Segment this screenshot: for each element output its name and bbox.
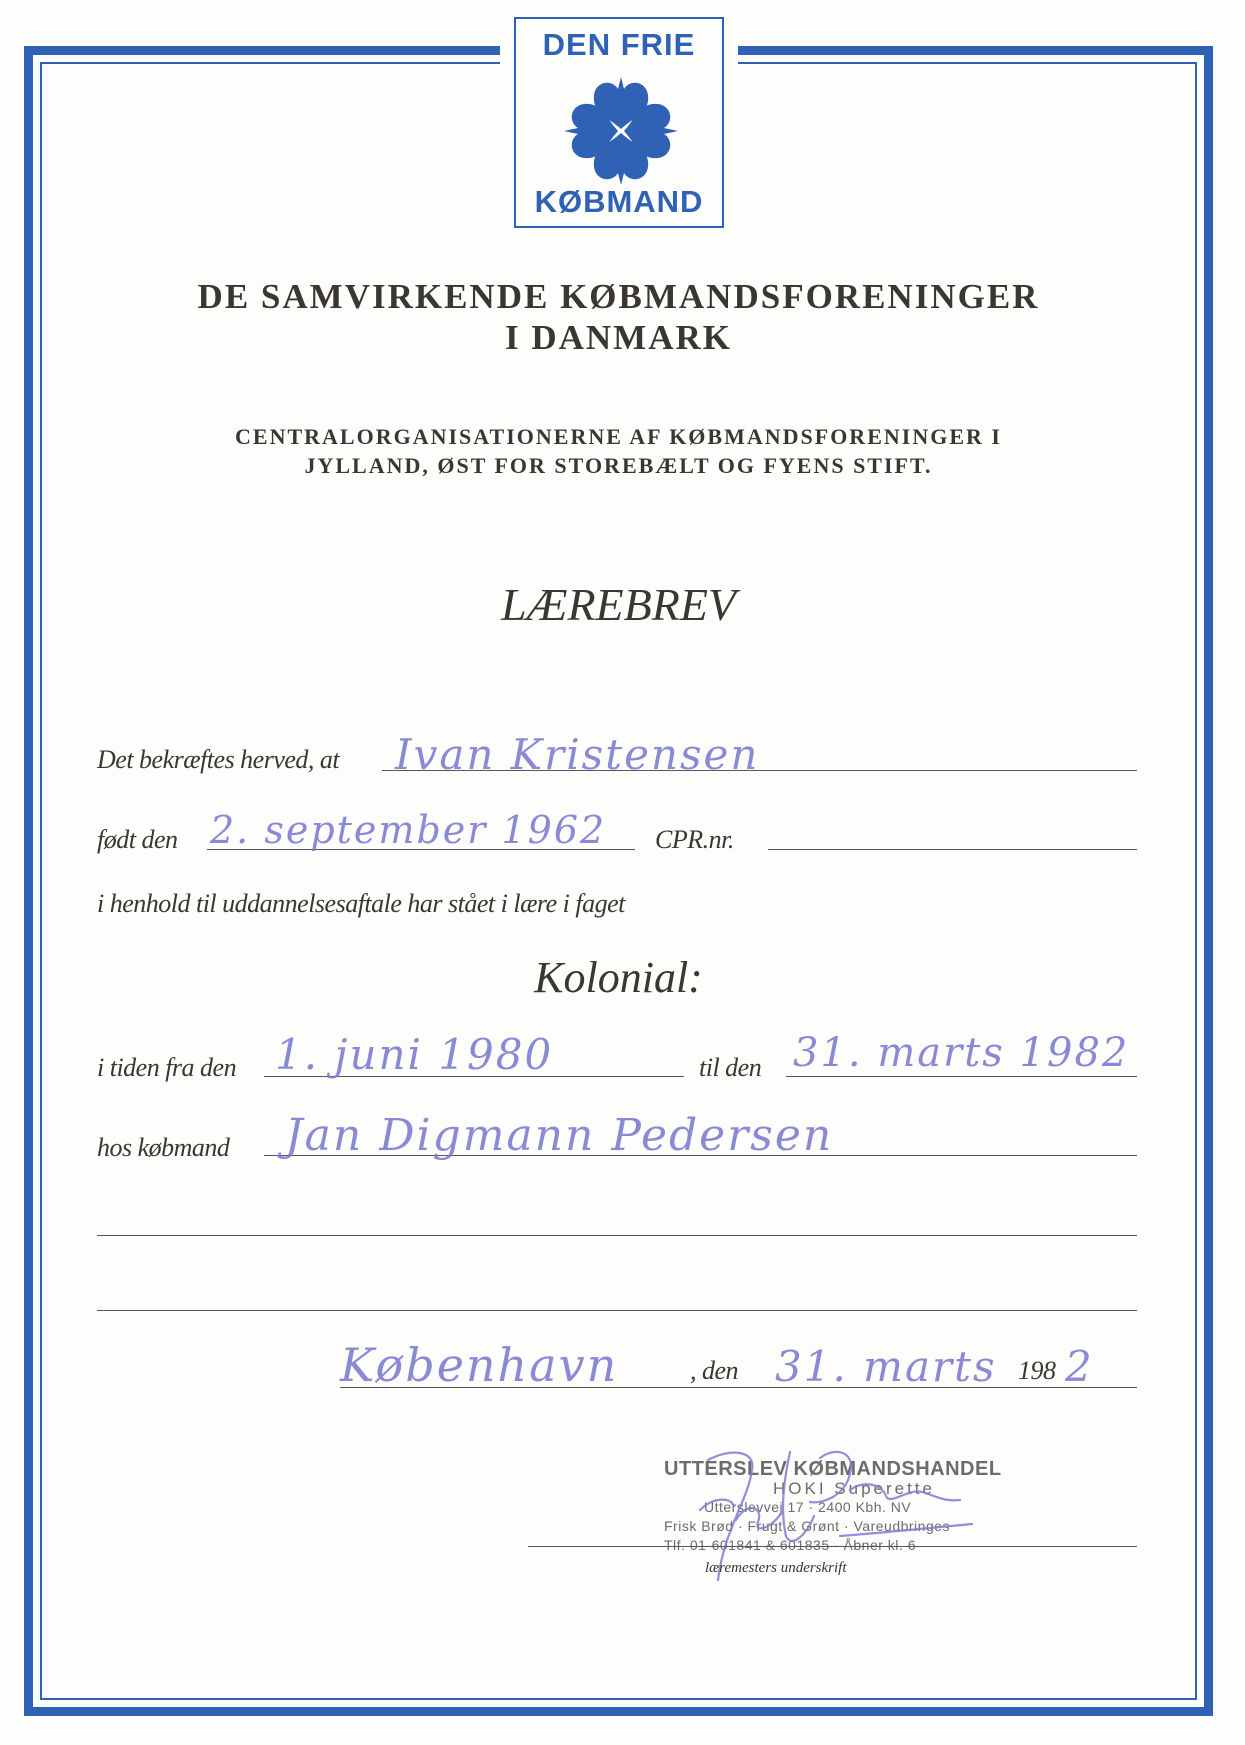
to-line bbox=[786, 1076, 1137, 1077]
clover-icon bbox=[560, 73, 682, 189]
year-handwriting: 2 bbox=[1065, 1342, 1094, 1391]
to-handwriting: 31. marts 1982 bbox=[793, 1030, 1130, 1076]
born-handwriting: 2. september 1962 bbox=[210, 808, 607, 852]
born-label: født den bbox=[97, 825, 178, 854]
blank-line-2 bbox=[97, 1310, 1137, 1311]
signature-caption: læremesters underskrift bbox=[705, 1560, 847, 1576]
cpr-label: CPR.nr. bbox=[655, 825, 734, 854]
signature-line bbox=[528, 1546, 1137, 1547]
subtitle-line-1: CENTRALORGANISATIONERNE AF KØBMANDSFORENINGER I bbox=[235, 424, 1002, 449]
stamp-line-2: Utterslevvej 17 · 2400 Kbh. NV bbox=[704, 1499, 912, 1515]
stamp-line-1: HOKI Superette bbox=[772, 1479, 935, 1498]
stamp-name: UTTERSLEV KØBMANDSHANDEL bbox=[664, 1458, 1002, 1480]
from-handwriting: 1. juni 1980 bbox=[275, 1030, 554, 1079]
document-title: LÆREBREV bbox=[500, 579, 737, 630]
year-prefix: 198 bbox=[1018, 1356, 1056, 1385]
stamp-line-3: Frisk Brød · Frugt & Grønt · Vareudbringes bbox=[664, 1518, 951, 1534]
den-frie-kobmand-logo bbox=[514, 17, 724, 228]
title-line-2: I DANMARK bbox=[504, 318, 732, 357]
logo-top-text: DEN FRIE bbox=[542, 27, 696, 62]
stamp-line-4: Tlf. 01-601841 & 601835 · Åbner kl. 6 bbox=[664, 1537, 916, 1553]
confirm-label: Det bekræftes herved, at bbox=[97, 745, 340, 774]
organization-subtitle bbox=[80, 422, 1157, 480]
date-handwriting: 31. marts bbox=[775, 1342, 997, 1391]
agreement-text: i henhold til uddannelsesaftale har stået i lære i faget bbox=[97, 889, 625, 918]
merchant-label: hos købmand bbox=[97, 1133, 230, 1162]
name-handwriting: Ivan Kristensen bbox=[395, 730, 760, 779]
logo-bottom-text: KØBMAND bbox=[534, 184, 704, 219]
place-handwriting: København bbox=[340, 1338, 619, 1392]
organization-title bbox=[80, 276, 1157, 358]
blank-line-1 bbox=[97, 1235, 1137, 1236]
to-label: til den bbox=[699, 1053, 762, 1082]
date-separator: , den bbox=[690, 1356, 739, 1385]
cpr-line bbox=[768, 849, 1137, 850]
merchant-handwriting: Jan Digmann Pedersen bbox=[285, 1110, 834, 1161]
trade-title: Kolonial: bbox=[534, 953, 703, 1002]
from-label: i tiden fra den bbox=[97, 1053, 237, 1082]
title-line-1: DE SAMVIRKENDE KØBMANDSFORENINGER bbox=[197, 277, 1040, 316]
subtitle-line-2: JYLLAND, ØST FOR STOREBÆLT OG FYENS STIFT. bbox=[304, 453, 933, 478]
